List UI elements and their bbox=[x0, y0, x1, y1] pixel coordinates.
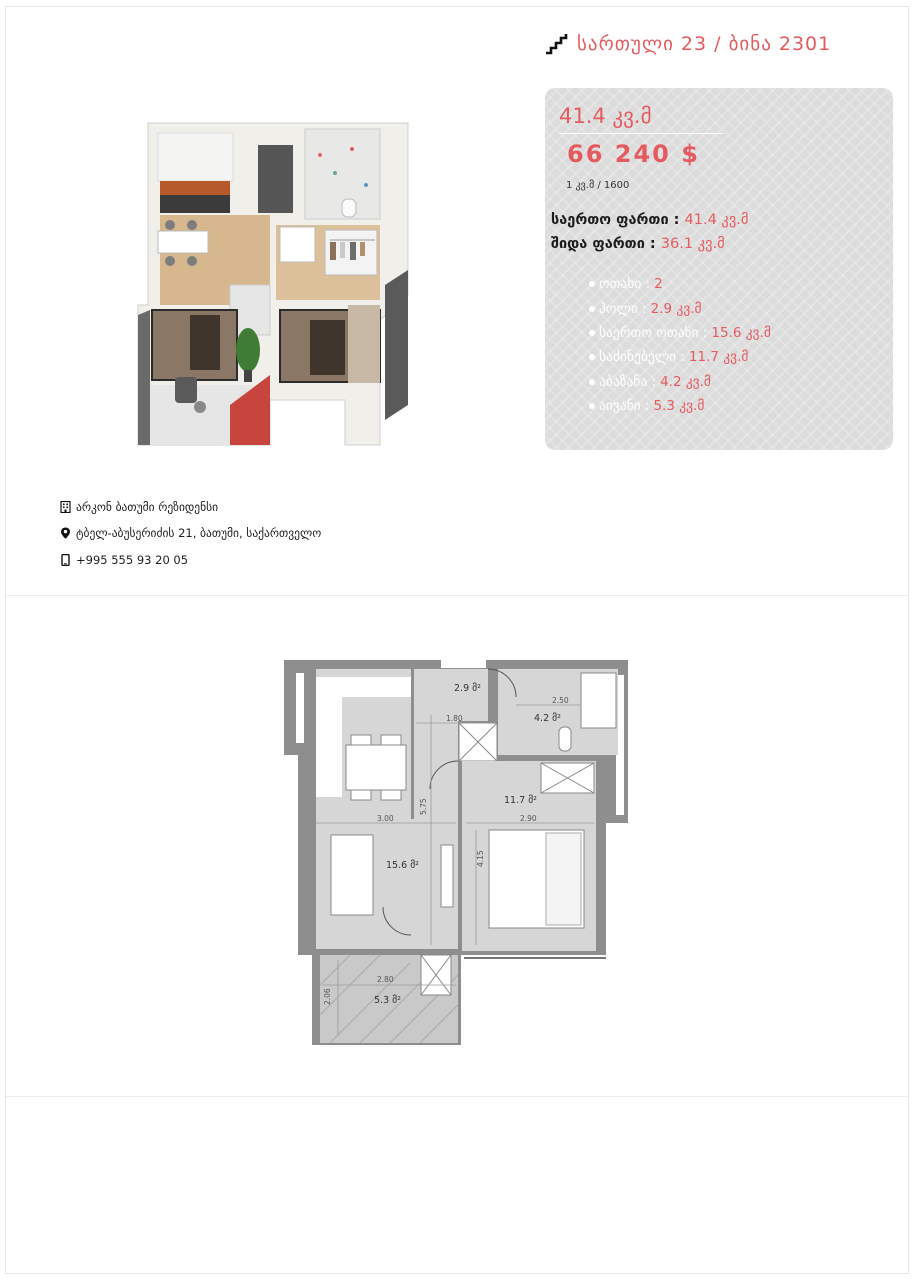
price-spec-panel bbox=[545, 88, 893, 450]
spec-value: 11.7 კვ.მ bbox=[688, 349, 749, 366]
toilet bbox=[559, 727, 571, 751]
dimension-label: 4.15 bbox=[476, 850, 485, 867]
spec-rooms bbox=[589, 272, 771, 296]
area-underline bbox=[559, 133, 723, 134]
floor-title-text: სართული 23 / ბინა 2301 bbox=[577, 33, 832, 55]
contact-company bbox=[60, 500, 218, 514]
room-area-bedroom: 11.7 მ² bbox=[504, 795, 537, 806]
spec-balcony bbox=[589, 394, 771, 418]
bullet-icon bbox=[589, 403, 595, 409]
spec-value: 15.6 კვ.მ bbox=[711, 324, 771, 341]
contact-phone bbox=[60, 553, 188, 567]
spec-value: 4.2 კვ.მ bbox=[660, 373, 711, 390]
spec-label: აბაზანა : bbox=[599, 373, 657, 390]
spec-bathroom bbox=[589, 370, 771, 394]
total-area-headline: 41.4 კვ.მ bbox=[559, 104, 652, 128]
spec-label: ოთახი : bbox=[599, 276, 651, 293]
section-divider-top bbox=[6, 595, 908, 596]
location-pin-icon bbox=[60, 527, 71, 539]
dimension-label: 5.75 bbox=[419, 798, 428, 815]
spec-value: 2.9 კვ.მ bbox=[650, 300, 702, 317]
inner-area-row bbox=[551, 236, 725, 252]
bullet-icon bbox=[589, 379, 595, 385]
dimension-label: 2.06 bbox=[323, 988, 332, 1005]
spec-label: ჰოლი : bbox=[599, 300, 647, 317]
bullet-icon bbox=[589, 354, 595, 360]
total-area-label: საერთო ფართი : bbox=[551, 212, 680, 228]
inner-area-label: შიდა ფართი : bbox=[551, 236, 656, 252]
room-area-hall: 2.9 მ² bbox=[454, 683, 481, 694]
phone-link[interactable]: +995 555 93 20 05 bbox=[76, 553, 189, 567]
price-per-sqm: 1 კვ.მ / 1600 bbox=[566, 180, 630, 191]
spec-label: საერთო ოთახი : bbox=[599, 324, 708, 341]
spec-bedroom bbox=[589, 345, 771, 369]
spec-hall bbox=[589, 296, 771, 320]
spec-label: აივანი : bbox=[599, 398, 650, 415]
stairs-icon bbox=[545, 33, 569, 55]
floor-apartment-title bbox=[545, 28, 831, 60]
room-area-balcony: 5.3 მ² bbox=[374, 995, 401, 1006]
mobile-phone-icon bbox=[60, 554, 71, 566]
entrance-gap bbox=[441, 660, 486, 668]
total-area-row bbox=[551, 212, 748, 228]
floor-plan bbox=[276, 655, 636, 1055]
spec-value: 2 bbox=[654, 276, 663, 293]
window-left bbox=[296, 673, 304, 743]
room-spec-list bbox=[589, 272, 771, 418]
sofa bbox=[331, 835, 373, 915]
bullet-icon bbox=[589, 330, 595, 336]
section-divider-bottom bbox=[6, 1096, 908, 1097]
room-area-bathroom: 4.2 მ² bbox=[534, 713, 561, 724]
building-icon bbox=[60, 501, 71, 513]
living-room-floor-upper bbox=[414, 721, 458, 949]
shower-tray bbox=[581, 673, 616, 728]
apartment-price: 66 240 $ bbox=[567, 140, 700, 168]
address-link[interactable]: ტბელ-აბუსერიძის 21, ბათუმი, საქართველო bbox=[76, 526, 322, 540]
spec-label: საძინებელი : bbox=[599, 349, 685, 366]
total-area-value: 41.4 კვ.მ bbox=[684, 212, 749, 228]
spec-value: 5.3 კვ.მ bbox=[653, 398, 705, 415]
dimension-label: 2.90 bbox=[520, 814, 537, 823]
spec-living-room bbox=[589, 321, 771, 345]
contact-address bbox=[60, 526, 321, 540]
kitchen-counter-side bbox=[316, 677, 342, 797]
company-name: არკონ ბათუმი რეზიდენსი bbox=[76, 500, 219, 514]
dining-table bbox=[346, 745, 406, 790]
dimension-label: 2.50 bbox=[552, 696, 569, 705]
bullet-icon bbox=[589, 306, 595, 312]
dimension-label: 2.80 bbox=[377, 975, 394, 984]
dimension-label: 1.80 bbox=[446, 714, 463, 723]
dimension-label: 3.00 bbox=[377, 814, 394, 823]
tv-unit bbox=[441, 845, 453, 907]
room-area-living: 15.6 მ² bbox=[386, 860, 419, 871]
bullet-icon bbox=[589, 281, 595, 287]
apartment-3d-render bbox=[130, 115, 420, 455]
inner-area-value: 36.1 კვ.მ bbox=[660, 236, 725, 252]
